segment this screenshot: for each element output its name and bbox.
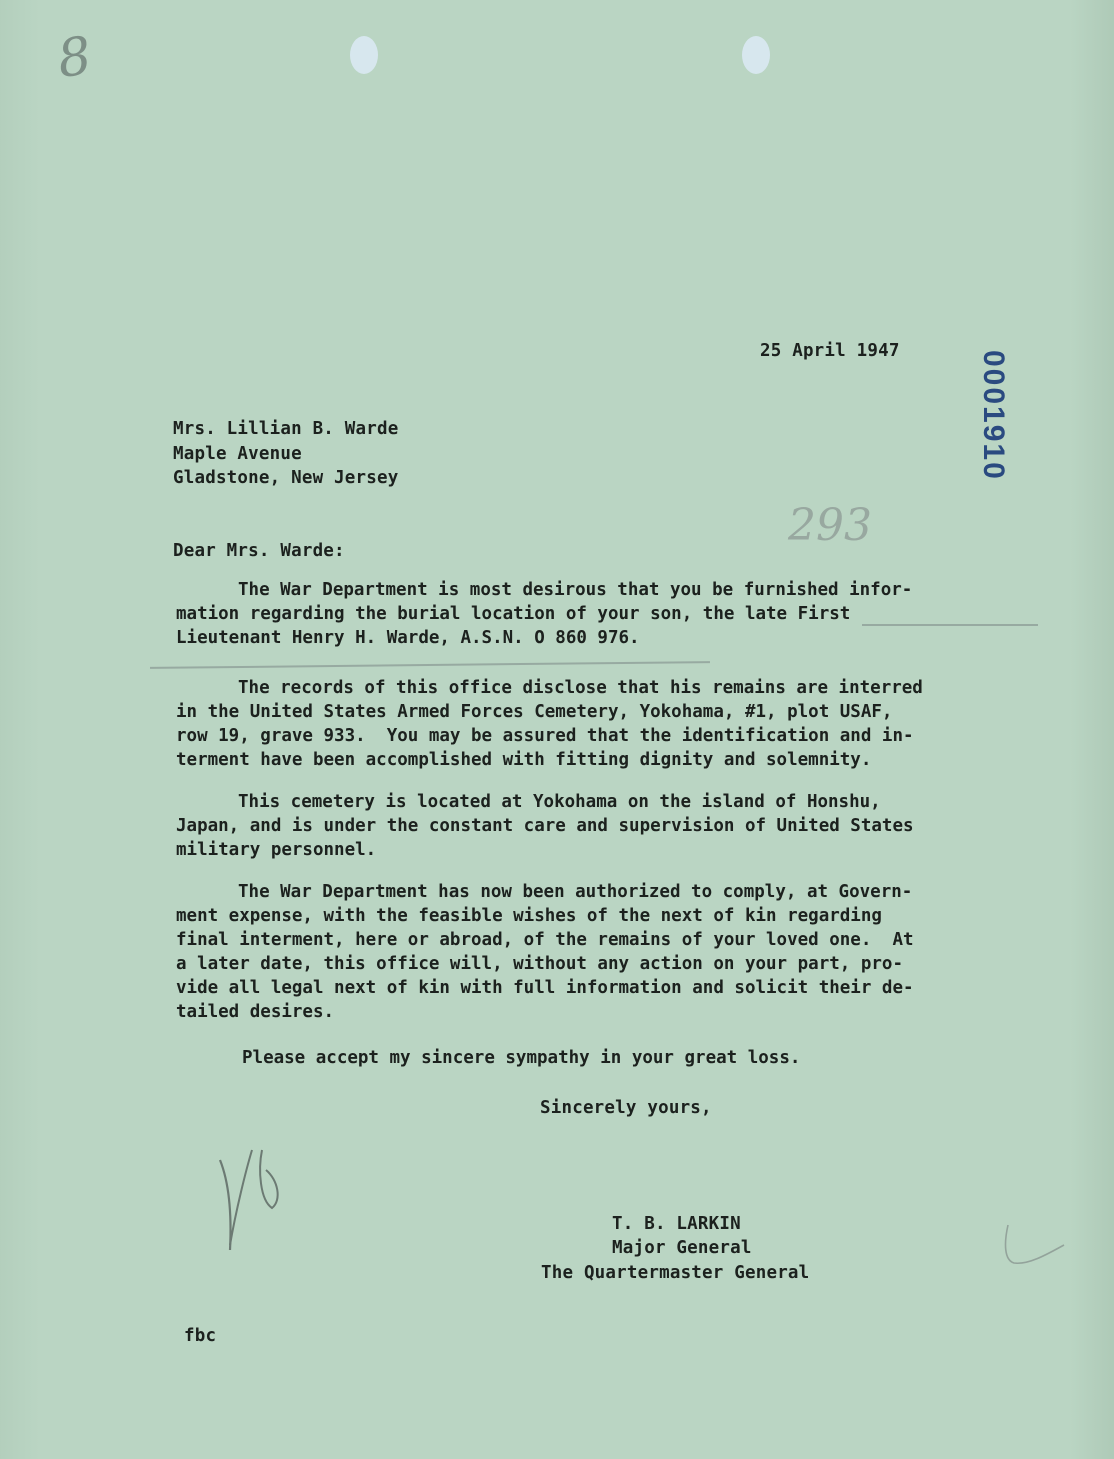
paragraph-line: a later date, this office will, without any action on your part, pro-: [176, 954, 903, 974]
typist-initials: fbc: [184, 1326, 217, 1346]
paragraph-line: military personnel.: [176, 840, 377, 860]
recipient-street: Maple Avenue: [173, 444, 302, 464]
salutation: Dear Mrs. Warde:: [173, 541, 345, 561]
paragraph-line: final interment, here or abroad, of the remains of your loved one. At: [176, 930, 914, 950]
recipient-name: Mrs. Lillian B. Warde: [173, 419, 399, 439]
closing: Sincerely yours,: [540, 1098, 712, 1118]
handwritten-check-mark: [990, 1215, 1070, 1275]
signer-rank: Major General: [612, 1238, 752, 1258]
paragraph-line: terment have been accomplished with fitting dignity and solemnity.: [176, 750, 872, 770]
paragraph-line: row 19, grave 933. You may be assured that the identification and in-: [176, 726, 914, 746]
punch-hole-right: [742, 36, 770, 74]
paragraph-line: The records of this office disclose that his remains are interred: [238, 678, 923, 698]
handwritten-initials-mark: [200, 1090, 290, 1260]
paragraph-line: This cemetery is located at Yokohama on the island of Honshu,: [238, 792, 881, 812]
document-stamp-number: 0001910: [977, 350, 1010, 481]
handwritten-file-number: 293: [788, 500, 872, 551]
paragraph-line: vide all legal next of kin with full information and solicit their de-: [176, 978, 914, 998]
pencil-underline: [150, 661, 710, 669]
paragraph-line: Japan, and is under the constant care and supervision of United States: [176, 816, 914, 836]
paragraph-line: in the United States Armed Forces Cemetery, Yokohama, #1, plot USAF,: [176, 702, 893, 722]
signer-name: T. B. LARKIN: [612, 1214, 741, 1234]
paragraph-line: Please accept my sincere sympathy in your great loss.: [242, 1048, 801, 1068]
recipient-city: Gladstone, New Jersey: [173, 468, 399, 488]
paragraph-line: tailed desires.: [176, 1002, 335, 1022]
paragraph-line: mation regarding the burial location of your son, the late First: [176, 604, 851, 624]
paragraph-line: ment expense, with the feasible wishes of the next of kin regarding: [176, 906, 882, 926]
paragraph-5: [176, 1046, 1016, 1070]
corner-pencil-mark: 8: [53, 25, 96, 91]
paragraph-4: [176, 880, 1016, 1024]
signer-title: The Quartermaster General: [541, 1263, 810, 1283]
punch-hole-left: [350, 36, 378, 74]
paragraph-3: [176, 790, 1016, 862]
pencil-underline-2: [862, 624, 1038, 626]
letter-date: 25 April 1947: [760, 341, 900, 361]
paragraph-line: Lieutenant Henry H. Warde, A.S.N. O 860 976.: [176, 628, 640, 648]
paragraph-line: The War Department has now been authorized to comply, at Govern-: [238, 882, 913, 902]
paragraph-line: The War Department is most desirous that you be furnished infor-: [238, 580, 913, 600]
paragraph-2: [176, 676, 1016, 772]
paragraph-1: [176, 578, 1016, 650]
